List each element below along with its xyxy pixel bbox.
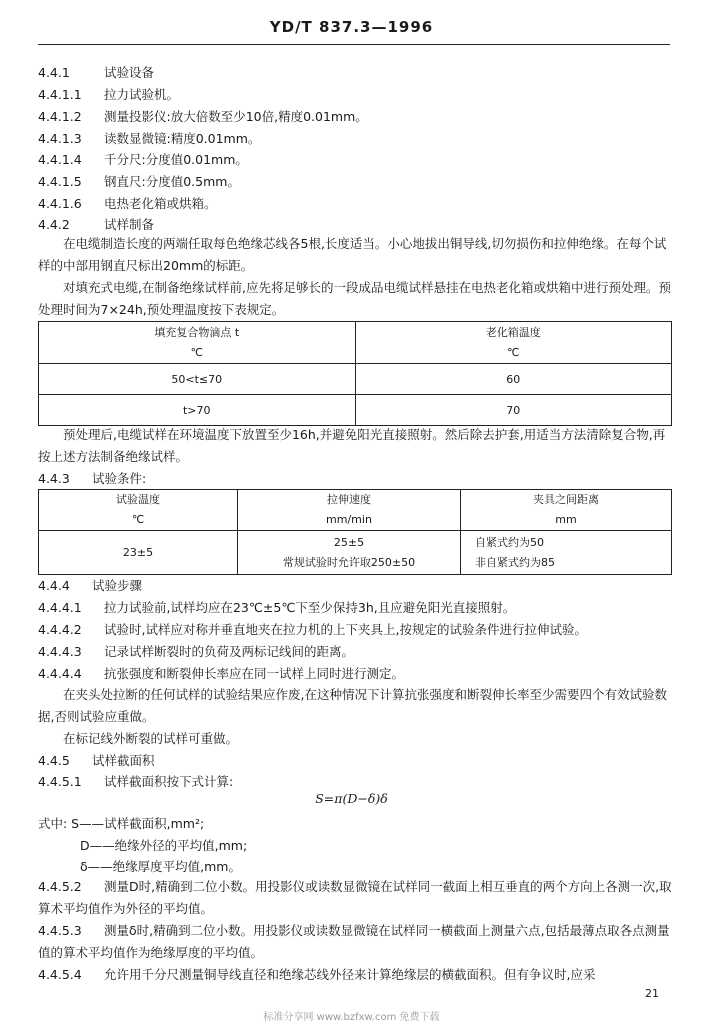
table-header-row (39, 490, 672, 531)
document-header-code: YD/T 837.3—1996 (269, 18, 434, 36)
heading-4-4-1-6: 4.4.1.6 电热老化箱或烘箱。 (38, 196, 217, 211)
page-number: 21 (645, 987, 659, 1000)
area-formula: S=π(D−δ)δ (315, 791, 388, 806)
table-row (39, 364, 672, 395)
table-cell: 60 (355, 364, 672, 395)
formula-where-d: D——绝缘外径的平均值,mm; (80, 838, 248, 853)
table-cell: 50<t≤70 (39, 364, 356, 395)
heading-4-4-4-1: 4.4.4.1 拉力试验前,试样均应在23℃±5℃下至少保持3h,且应避免阳光直接照射。 (38, 600, 516, 615)
paragraph-clamp-break: 在夹头处拉断的任何试样的试验结果应作废,在这种情况下计算抗张强度和断裂伸长率至少需要四个有效试验数据,否则试验应重做。 (38, 687, 667, 724)
watermark-footer: 标准分享网 www.bzfxw.com 免费下载 (263, 1012, 440, 1023)
table-cell: 自紧式约为50 非自紧式约为85 (461, 531, 672, 575)
header-cell-speed: 拉伸速度 mm/min (238, 490, 461, 531)
heading-4-4-3: 4.4.3 试验条件: (38, 471, 147, 486)
table-cell: t>70 (39, 395, 356, 426)
table-row (39, 395, 672, 426)
table-cell: 25±5 常规试验时允许取250±50 (238, 531, 461, 575)
test-conditions-table (38, 489, 672, 575)
heading-4-4-1-2: 4.4.1.2 测量投影仪:放大倍数至少10倍,精度0.01mm。 (38, 109, 368, 124)
header-cell-clamp-distance: 夹具之间距离 mm (461, 490, 672, 531)
header-cell-oven-temp: 老化箱温度 ℃ (355, 322, 672, 364)
heading-4-4-5: 4.4.5 试样截面积 (38, 753, 155, 768)
paragraph-4-4-5-4: 4.4.5.4 允许用千分尺测量铜导线直径和绝缘芯线外径来计算绝缘层的横截面积。但有争议时,应采 (38, 967, 596, 982)
paragraph-pretreatment-intro: 对填充式电缆,在制备绝缘试样前,应先将足够长的一段成品电缆试样悬挂在电热老化箱或烘箱中进行预处理。预处理时间为7×24h,预处理温度按下表规定。 (38, 280, 671, 317)
heading-4-4-4-4: 4.4.4.4 抗张强度和断裂伸长率应在同一试样上同时进行测定。 (38, 666, 405, 681)
paragraph-4-4-5-3: 4.4.5.3 测量δ时,精确到二位小数。用投影仪或读数显微镜在试样同一横截面上测量六点,包括最薄点取各点测量值的算术平均值作为绝缘厚度的平均值。 (38, 923, 670, 960)
heading-4-4-1-3: 4.4.1.3 读数显微镜:精度0.01mm。 (38, 131, 261, 146)
table-row (39, 531, 672, 575)
formula-where-s: 式中: S——试样截面积,mm²; (38, 816, 205, 831)
heading-4-4-5-1: 4.4.5.1 试样截面积按下式计算: (38, 774, 234, 789)
paragraph-after-pretreatment: 预处理后,电缆试样在环境温度下放置至少16h,并避免阳光直接照射。然后除去护套,用适当方法清除复合物,再按上述方法制备绝缘试样。 (38, 427, 666, 464)
paragraph-mark-break: 在标记线外断裂的试样可重做。 (63, 731, 239, 746)
header-cell-drop-point: 填充复合物滴点 t ℃ (39, 322, 356, 364)
table-header-row (39, 322, 672, 364)
heading-4-4-1-1: 4.4.1.1 拉力试验机。 (38, 87, 180, 102)
paragraph-4-4-5-2: 4.4.5.2 测量D时,精确到二位小数。用投影仪或读数显微镜在试样同一截面上相互垂直的两个方向上各测一次,取算术平均值作为外径的平均值。 (38, 879, 672, 916)
heading-4-4-1-5: 4.4.1.5 钢直尺:分度值0.5mm。 (38, 174, 240, 189)
heading-4-4-1: 4.4.1 试验设备 (38, 65, 155, 80)
formula-where-delta: δ——绝缘厚度平均值,mm。 (80, 859, 241, 874)
heading-4-4-4-3: 4.4.4.3 记录试样断裂时的负荷及两标记线间的距离。 (38, 644, 355, 659)
header-rule (38, 44, 670, 45)
heading-4-4-2: 4.4.2 试样制备 (38, 217, 155, 232)
heading-4-4-1-4: 4.4.1.4 千分尺:分度值0.01mm。 (38, 152, 248, 167)
heading-4-4-4: 4.4.4 试验步骤 (38, 578, 143, 593)
table-cell: 23±5 (39, 531, 238, 575)
table-cell: 70 (355, 395, 672, 426)
header-cell-test-temp: 试验温度 ℃ (39, 490, 238, 531)
pretreatment-temperature-table (38, 321, 672, 426)
heading-4-4-4-2: 4.4.4.2 试验时,试样应对称并垂直地夹在拉力机的上下夹具上,按规定的试验条件进行拉伸试验。 (38, 622, 587, 637)
paragraph-sample-prep: 在电缆制造长度的两端任取每色绝缘芯线各5根,长度适当。小心地拔出铜导线,切勿损伤和拉伸绝缘。在每个试样的中部用钢直尺标出20mm的标距。 (38, 236, 667, 273)
